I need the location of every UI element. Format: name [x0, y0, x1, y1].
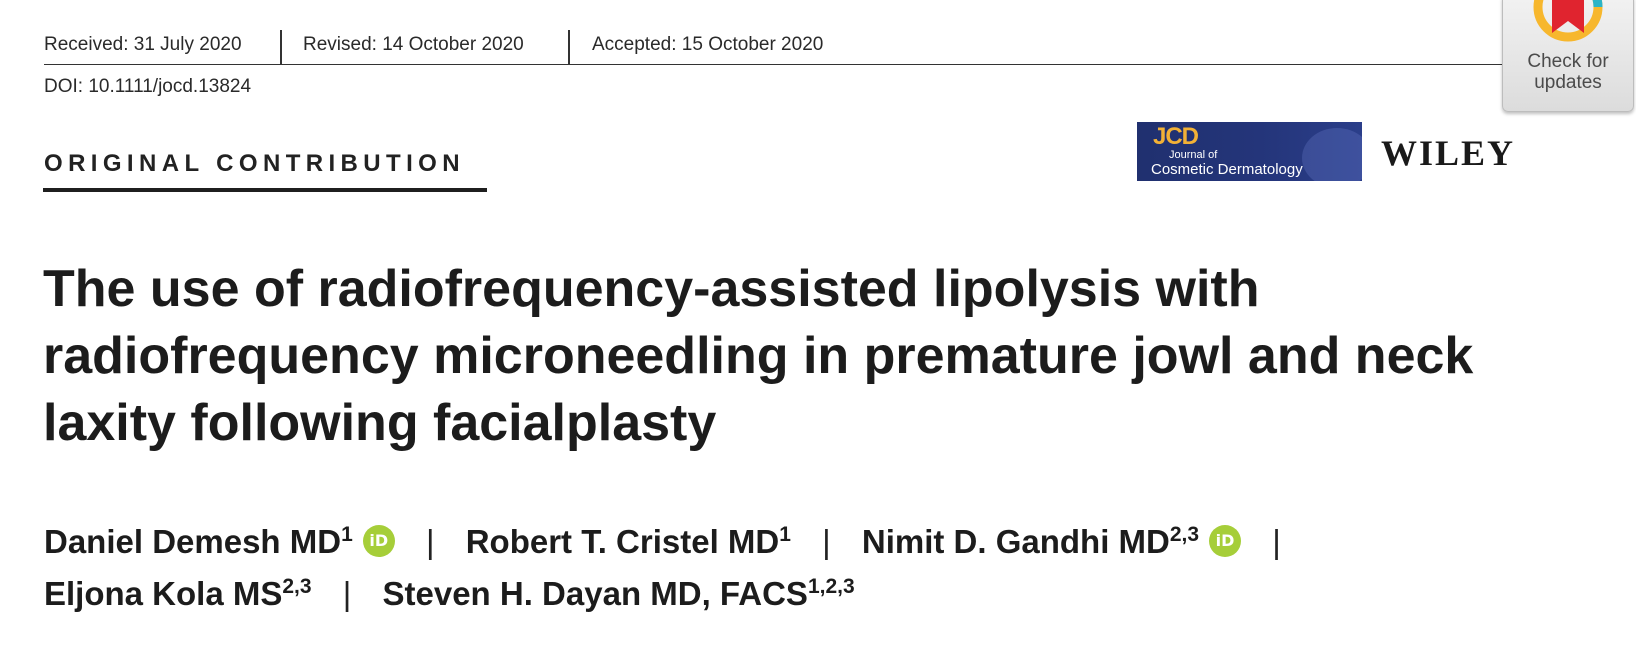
author-name[interactable]: Nimit D. Gandhi MD$^{2,3}$ [861, 523, 1200, 560]
author-list [44, 523, 1303, 561]
check-for-updates-button[interactable] [1502, 0, 1634, 112]
journal-abbr: JCD [1153, 123, 1199, 150]
author-affiliation: 1,2,3 [807, 575, 855, 598]
article-title [43, 256, 1474, 457]
title-line: radiofrequency microneedling in premature jowl and neck [43, 327, 1474, 385]
journal-logo[interactable] [1137, 122, 1362, 181]
author-separator: | [342, 575, 352, 612]
author-affiliation: 2,3 [1169, 523, 1200, 546]
category-underline [43, 188, 487, 192]
check-for-updates-label: Check for [1527, 51, 1609, 72]
author-affiliation: 1 [779, 523, 791, 546]
accepted-date: Accepted: 15 October 2020 [592, 34, 824, 55]
received-date: Received: 31 July 2020 [44, 34, 242, 55]
author-affiliation: 2,3 [282, 575, 312, 598]
author-name[interactable]: Eljona Kola MS$^{2,3}$ [44, 575, 312, 612]
author-separator: | [1272, 523, 1281, 560]
title-line: laxity following facialplasty [43, 394, 717, 452]
author-separator: | [425, 523, 435, 560]
journal-name-line1: Journal of [1169, 149, 1218, 161]
doi-link[interactable]: DOI: 10.1111/jocd.13824 [44, 76, 252, 97]
journal-name-line2: Cosmetic Dermatology [1151, 161, 1303, 178]
article-category: ORIGINAL CONTRIBUTION [44, 150, 465, 177]
author-list [44, 575, 855, 613]
author-affiliation: 1 [341, 523, 353, 546]
divider [280, 30, 282, 64]
revised-date: Revised: 14 October 2020 [303, 34, 524, 55]
check-for-updates-bookmark-icon [1530, 0, 1606, 45]
author-name[interactable]: Steven H. Dayan MD, FACS$^{1,2,3}$ [382, 575, 855, 612]
check-for-updates-label: updates [1534, 72, 1602, 93]
title-line: The use of radiofrequency-assisted lipolysis with [43, 260, 1260, 318]
publisher-logo[interactable]: WILEY [1381, 133, 1516, 173]
author-name[interactable]: Daniel Demesh $MD^1$ [44, 523, 353, 560]
author-separator: | [822, 523, 831, 560]
author-name[interactable]: Robert T. Cristel $MD^1$ [465, 523, 791, 560]
divider [568, 30, 570, 64]
article-history [44, 30, 1514, 65]
logo-decoration [1302, 128, 1362, 181]
orcid-icon[interactable]: iD [1209, 525, 1241, 557]
orcid-icon[interactable]: iD [363, 525, 395, 557]
